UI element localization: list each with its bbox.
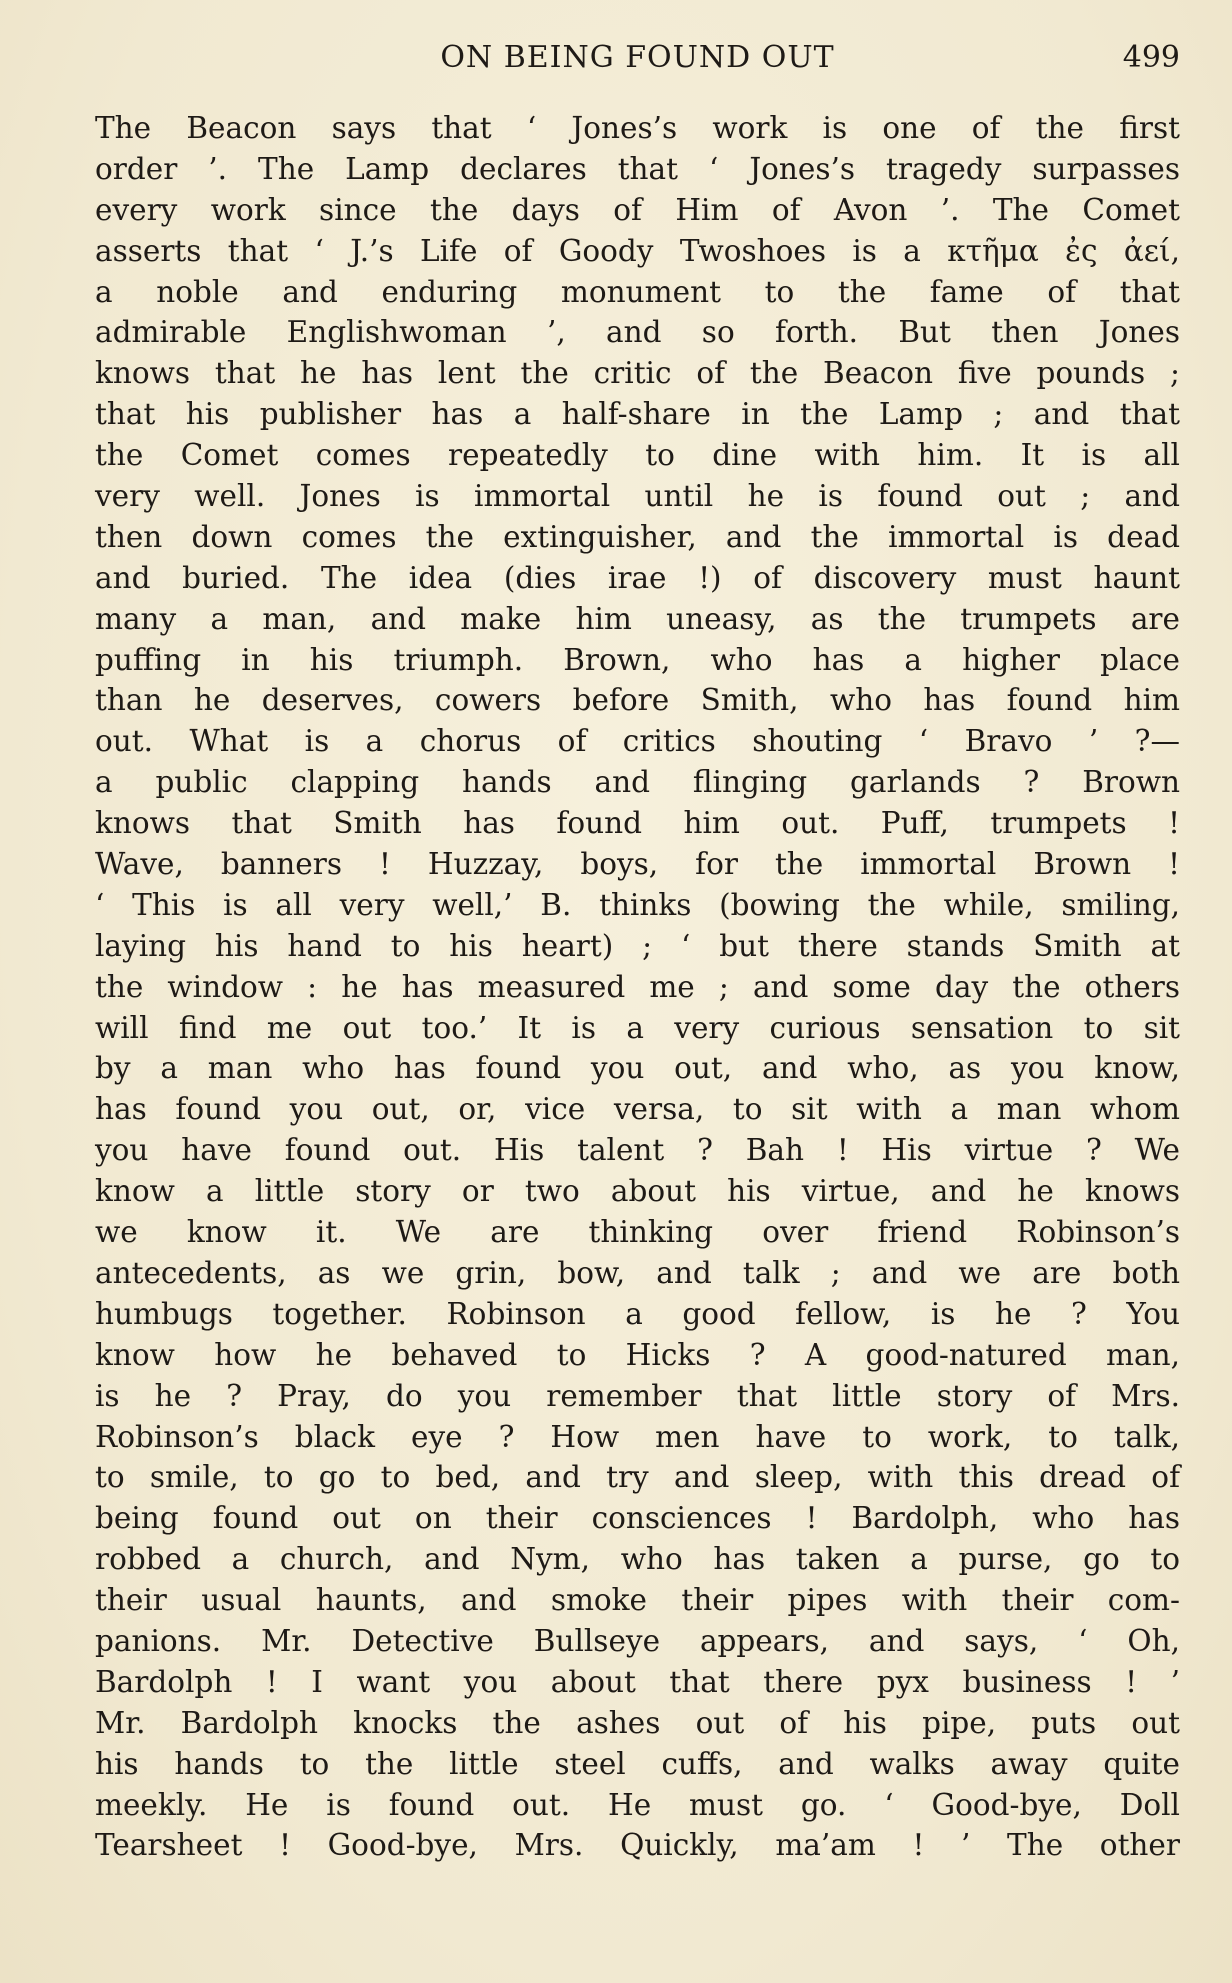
text-line: very well. Jones is immortal until he is found out ; and	[95, 479, 1180, 514]
text-line: we know it. We are thinking over friend Robinson’s	[95, 1215, 1180, 1250]
text-line: robbed a church, and Nym, who has taken a purse, go to	[95, 1542, 1180, 1577]
text-line: Robinson’s black eye ? How men have to work, to talk,	[95, 1419, 1180, 1454]
text-line: meekly. He is found out. He must go. ‘ Good-bye, Doll	[95, 1787, 1180, 1822]
text-line: knows that Smith has found him out. Puff, trumpets !	[95, 806, 1180, 841]
page-number: 499	[1122, 40, 1180, 75]
text-line: by a man who has found you out, and who, as you know,	[95, 1051, 1180, 1086]
text-line: know a little story or two about his virtue, and he knows	[95, 1174, 1180, 1209]
text-line: every work since the days of Him of Avon ’. The Comet	[95, 192, 1180, 227]
text-line: and buried. The idea (dies irae !) of discovery must haunt	[95, 560, 1180, 595]
text-line: humbugs together. Robinson a good fellow, is he ? You	[95, 1296, 1180, 1331]
text-line: will find me out too.’ It is a very curious sensation to sit	[95, 1010, 1180, 1045]
running-head	[95, 40, 1180, 80]
text-line: order ’. The Lamp declares that ‘ Jones’s tragedy surpasses	[95, 151, 1180, 186]
body-text	[95, 108, 1180, 1866]
text-line: know how he behaved to Hicks ? A good-natured man,	[95, 1337, 1180, 1372]
text-line: being found out on their consciences ! Bardolph, who has	[95, 1501, 1180, 1536]
text-line: a public clapping hands and flinging garlands ? Brown	[95, 765, 1180, 800]
text-line: Wave, banners ! Huzzay, boys, for the immortal Brown !	[95, 847, 1180, 882]
text-line: than he deserves, cowers before Smith, who has found him	[95, 683, 1180, 718]
text-line: out. What is a chorus of critics shouting ‘ Bravo ’ ?—	[95, 724, 1180, 759]
text-line: is he ? Pray, do you remember that little story of Mrs.	[95, 1378, 1180, 1413]
text-line: has found you out, or, vice versa, to sit with a man whom	[95, 1092, 1180, 1127]
text-line: a noble and enduring monument to the fame of that	[95, 274, 1180, 309]
text-line: many a man, and make him uneasy, as the trumpets are	[95, 601, 1180, 636]
text-line: to smile, to go to bed, and try and sleep, with this dread of	[95, 1460, 1180, 1495]
text-line: laying his hand to his heart) ; ‘ but there stands Smith at	[95, 928, 1180, 963]
text-line: Mr. Bardolph knocks the ashes out of his pipe, puts out	[95, 1705, 1180, 1740]
text-line: his hands to the little steel cuffs, and walks away quite	[95, 1746, 1180, 1781]
page-title: ON BEING FOUND OUT	[440, 40, 835, 75]
text-line: puffing in his triumph. Brown, who has a higher place	[95, 642, 1180, 677]
text-line: the window : he has measured me ; and some day the others	[95, 969, 1180, 1004]
text-line: then down comes the extinguisher, and the immortal is dead	[95, 519, 1180, 554]
text-line: that his publisher has a half-share in the Lamp ; and that	[95, 397, 1180, 432]
text-line: their usual haunts, and smoke their pipes with their com-	[95, 1583, 1180, 1618]
text-line: knows that he has lent the critic of the Beacon five pounds ;	[95, 356, 1180, 391]
text-line: Bardolph ! I want you about that there pyx business ! ’	[95, 1664, 1180, 1699]
text-line: ‘ This is all very well,’ B. thinks (bowing the while, smiling,	[95, 887, 1180, 922]
text-line: asserts that ‘ J.’s Life of Goody Twoshoes is a κτῆμα ἐς ἀεί,	[95, 233, 1180, 268]
text-line: The Beacon says that ‘ Jones’s work is one of the first	[95, 111, 1180, 145]
text-line: you have found out. His talent ? Bah ! His virtue ? We	[95, 1133, 1180, 1168]
text-line: admirable Englishwoman ’, and so forth. But then Jones	[95, 315, 1180, 350]
text-line: antecedents, as we grin, bow, and talk ; and we are both	[95, 1255, 1180, 1290]
text-line: panions. Mr. Detective Bullseye appears, and says, ‘ Oh,	[95, 1623, 1180, 1658]
text-line: the Comet comes repeatedly to dine with him. It is all	[95, 438, 1180, 473]
text-line: Tearsheet ! Good-bye, Mrs. Quickly, ma’am ! ’ The other	[95, 1828, 1180, 1863]
